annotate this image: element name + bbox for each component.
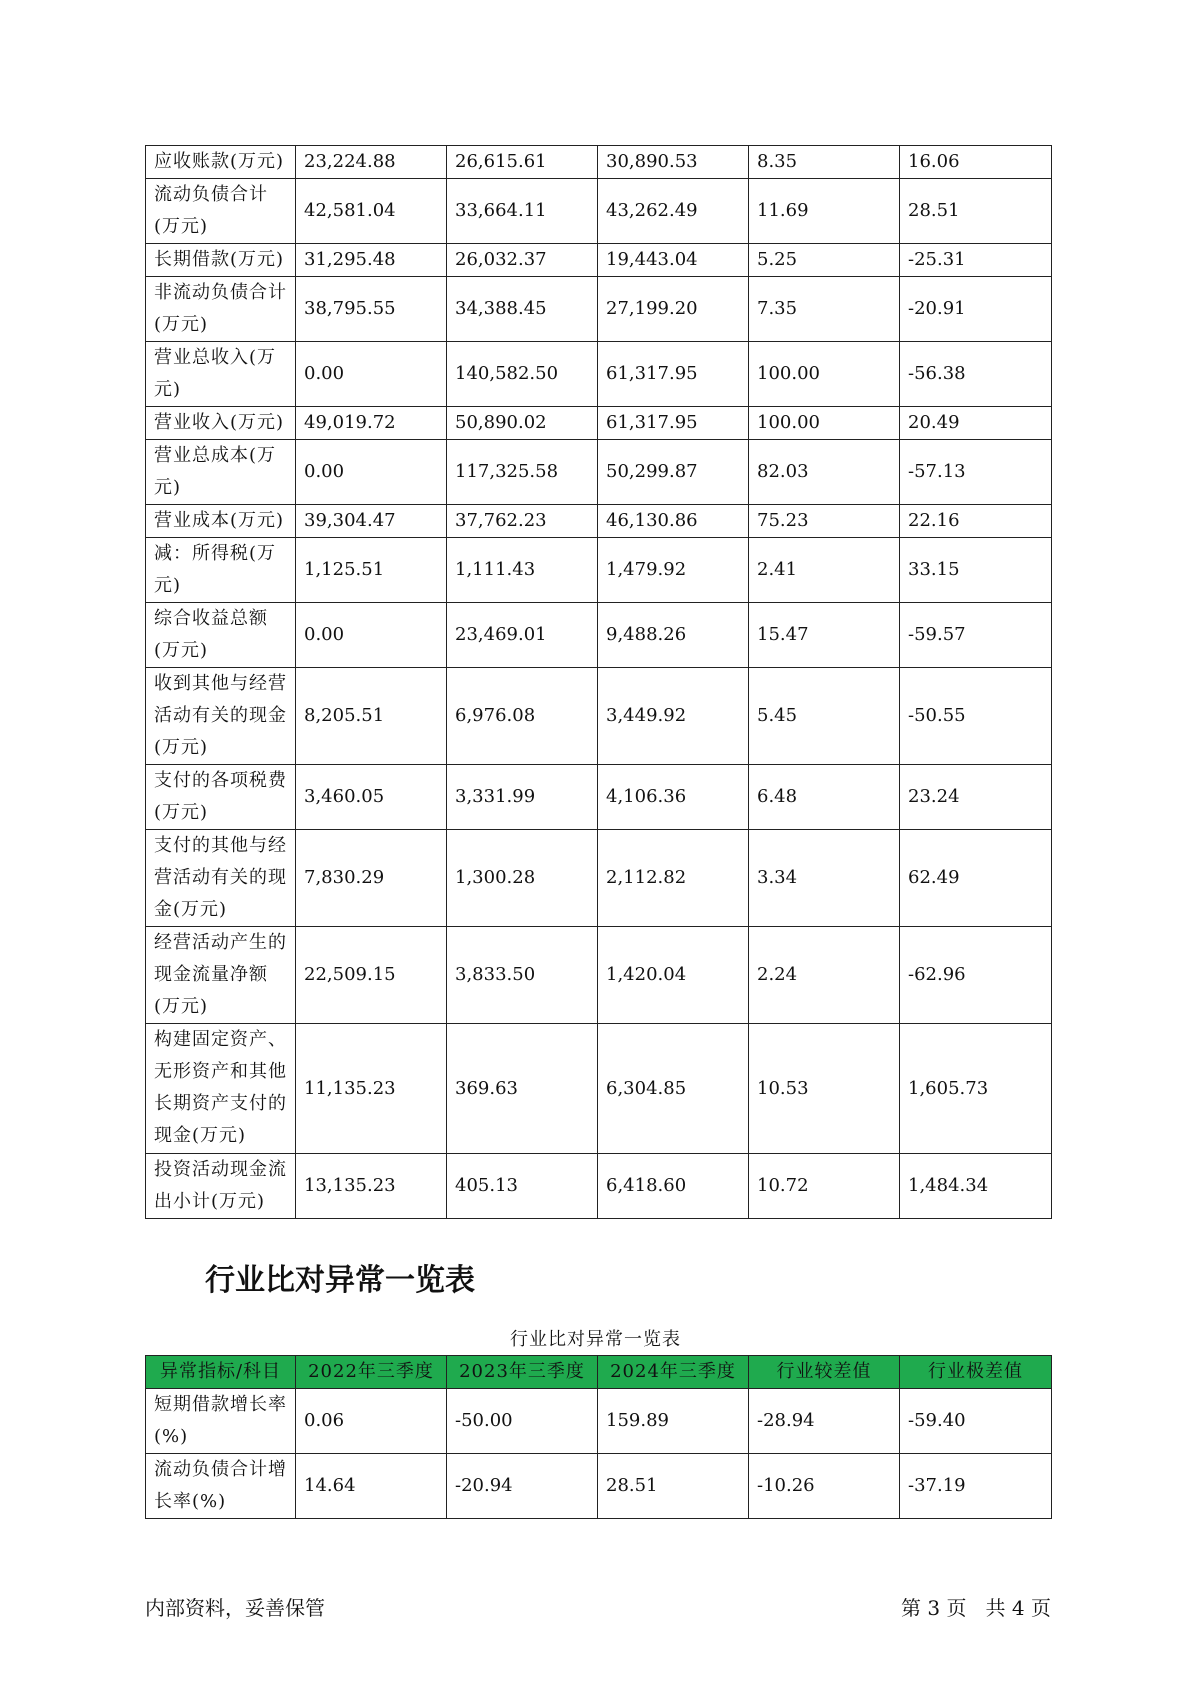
cell-value: 117,325.58 (447, 440, 598, 505)
cell-value: 16.06 (900, 146, 1052, 179)
cell-value: 0.06 (296, 1389, 447, 1454)
cell-value: -25.31 (900, 244, 1052, 277)
table-row (146, 830, 1052, 927)
cell-value: -59.57 (900, 603, 1052, 668)
cell-value: 39,304.47 (296, 505, 447, 538)
cell-value: 1,479.92 (598, 538, 749, 603)
column-header: 异常指标/科目 (146, 1356, 296, 1389)
cell-value: 3,460.05 (296, 765, 447, 830)
cell-value: 10.53 (749, 1024, 900, 1154)
footer-confidential-note: 内部资料，妥善保管 (145, 1596, 325, 1620)
cell-value: 50,890.02 (447, 407, 598, 440)
cell-value: 20.49 (900, 407, 1052, 440)
table-row (146, 244, 1052, 277)
row-label: 长期借款(万元) (146, 244, 296, 277)
cell-value: 6,418.60 (598, 1154, 749, 1219)
table-row (146, 179, 1052, 244)
cell-value: 31,295.48 (296, 244, 447, 277)
column-header: 行业较差值 (749, 1356, 900, 1389)
row-label: 流动负债合计(万元) (146, 179, 296, 244)
cell-value: -57.13 (900, 440, 1052, 505)
row-label: 综合收益总额(万元) (146, 603, 296, 668)
column-header: 2024年三季度 (598, 1356, 749, 1389)
cell-value: -37.19 (900, 1454, 1052, 1519)
cell-value: -20.94 (447, 1454, 598, 1519)
cell-value: 62.49 (900, 830, 1052, 927)
cell-value: 3,449.92 (598, 668, 749, 765)
cell-value: 61,317.95 (598, 342, 749, 407)
cell-value: 1,484.34 (900, 1154, 1052, 1219)
cell-value: 28.51 (598, 1454, 749, 1519)
cell-value: 1,300.28 (447, 830, 598, 927)
table-row (146, 1389, 1052, 1454)
table-row (146, 1154, 1052, 1219)
cell-value: 140,582.50 (447, 342, 598, 407)
cell-value: 4,106.36 (598, 765, 749, 830)
cell-value: 6,304.85 (598, 1024, 749, 1154)
row-label: 投资活动现金流出小计(万元) (146, 1154, 296, 1219)
row-label: 流动负债合计增长率(%) (146, 1454, 296, 1519)
cell-value: 23,469.01 (447, 603, 598, 668)
cell-value: 23,224.88 (296, 146, 447, 179)
cell-value: 46,130.86 (598, 505, 749, 538)
cell-value: 61,317.95 (598, 407, 749, 440)
cell-value: -10.26 (749, 1454, 900, 1519)
cell-value: 0.00 (296, 440, 447, 505)
cell-value: 6.48 (749, 765, 900, 830)
cell-value: 369.63 (447, 1024, 598, 1154)
row-label: 营业成本(万元) (146, 505, 296, 538)
cell-value: 5.45 (749, 668, 900, 765)
row-label: 收到其他与经营活动有关的现金(万元) (146, 668, 296, 765)
table-row (146, 407, 1052, 440)
table-row (146, 440, 1052, 505)
cell-value: 11.69 (749, 179, 900, 244)
table-row (146, 146, 1052, 179)
row-label: 营业总成本(万元) (146, 440, 296, 505)
cell-value: 42,581.04 (296, 179, 447, 244)
table-row (146, 668, 1052, 765)
table-row (146, 603, 1052, 668)
page-number: 第 3 页 共 4 页 (901, 1596, 1051, 1620)
table-header-row (146, 1356, 1052, 1389)
cell-value: 30,890.53 (598, 146, 749, 179)
table-row (146, 1454, 1052, 1519)
cell-value: 10.72 (749, 1154, 900, 1219)
cell-value: 75.23 (749, 505, 900, 538)
cell-value: 27,199.20 (598, 277, 749, 342)
cell-value: 14.64 (296, 1454, 447, 1519)
cell-value: 82.03 (749, 440, 900, 505)
cell-value: -56.38 (900, 342, 1052, 407)
cell-value: 7.35 (749, 277, 900, 342)
table-caption: 行业比对异常一览表 (510, 1329, 681, 1350)
cell-value: 37,762.23 (447, 505, 598, 538)
cell-value: 5.25 (749, 244, 900, 277)
cell-value: -50.00 (447, 1389, 598, 1454)
cell-value: 3,331.99 (447, 765, 598, 830)
cell-value: 2.41 (749, 538, 900, 603)
cell-value: 0.00 (296, 603, 447, 668)
section-title: 行业比对异常一览表 (205, 1263, 475, 1298)
cell-value: 43,262.49 (598, 179, 749, 244)
cell-value: 22.16 (900, 505, 1052, 538)
row-label: 支付的其他与经营活动有关的现金(万元) (146, 830, 296, 927)
industry-anomaly-table (145, 1355, 1052, 1519)
cell-value: -59.40 (900, 1389, 1052, 1454)
table-row (146, 765, 1052, 830)
cell-value: -20.91 (900, 277, 1052, 342)
cell-value: 159.89 (598, 1389, 749, 1454)
cell-value: 15.47 (749, 603, 900, 668)
cell-value: 0.00 (296, 342, 447, 407)
cell-value: 1,420.04 (598, 927, 749, 1024)
cell-value: 13,135.23 (296, 1154, 447, 1219)
table-row (146, 342, 1052, 407)
cell-value: 33,664.11 (447, 179, 598, 244)
cell-value: 11,135.23 (296, 1024, 447, 1154)
cell-value: 100.00 (749, 407, 900, 440)
table-row (146, 505, 1052, 538)
table-row (146, 538, 1052, 603)
cell-value: 8.35 (749, 146, 900, 179)
cell-value: 1,111.43 (447, 538, 598, 603)
cell-value: 22,509.15 (296, 927, 447, 1024)
column-header: 行业极差值 (900, 1356, 1052, 1389)
row-label: 应收账款(万元) (146, 146, 296, 179)
cell-value: 49,019.72 (296, 407, 447, 440)
cell-value: 1,605.73 (900, 1024, 1052, 1154)
cell-value: 26,032.37 (447, 244, 598, 277)
cell-value: 19,443.04 (598, 244, 749, 277)
cell-value: 2.24 (749, 927, 900, 1024)
financial-data-table (145, 145, 1052, 1219)
cell-value: 38,795.55 (296, 277, 447, 342)
cell-value: 33.15 (900, 538, 1052, 603)
cell-value: 3.34 (749, 830, 900, 927)
table-row (146, 927, 1052, 1024)
row-label: 支付的各项税费(万元) (146, 765, 296, 830)
cell-value: -50.55 (900, 668, 1052, 765)
cell-value: 34,388.45 (447, 277, 598, 342)
cell-value: 9,488.26 (598, 603, 749, 668)
cell-value: 7,830.29 (296, 830, 447, 927)
cell-value: 2,112.82 (598, 830, 749, 927)
row-label: 营业收入(万元) (146, 407, 296, 440)
cell-value: -28.94 (749, 1389, 900, 1454)
table-row (146, 1024, 1052, 1154)
cell-value: 26,615.61 (447, 146, 598, 179)
cell-value: -62.96 (900, 927, 1052, 1024)
cell-value: 28.51 (900, 179, 1052, 244)
table-row (146, 277, 1052, 342)
row-label: 减：所得税(万元) (146, 538, 296, 603)
cell-value: 405.13 (447, 1154, 598, 1219)
row-label: 短期借款增长率(%) (146, 1389, 296, 1454)
cell-value: 8,205.51 (296, 668, 447, 765)
cell-value: 23.24 (900, 765, 1052, 830)
column-header: 2022年三季度 (296, 1356, 447, 1389)
column-header: 2023年三季度 (447, 1356, 598, 1389)
cell-value: 100.00 (749, 342, 900, 407)
cell-value: 3,833.50 (447, 927, 598, 1024)
row-label: 经营活动产生的现金流量净额(万元) (146, 927, 296, 1024)
cell-value: 6,976.08 (447, 668, 598, 765)
row-label: 营业总收入(万元) (146, 342, 296, 407)
row-label: 构建固定资产、无形资产和其他长期资产支付的现金(万元) (146, 1024, 296, 1154)
row-label: 非流动负债合计(万元) (146, 277, 296, 342)
cell-value: 50,299.87 (598, 440, 749, 505)
cell-value: 1,125.51 (296, 538, 447, 603)
